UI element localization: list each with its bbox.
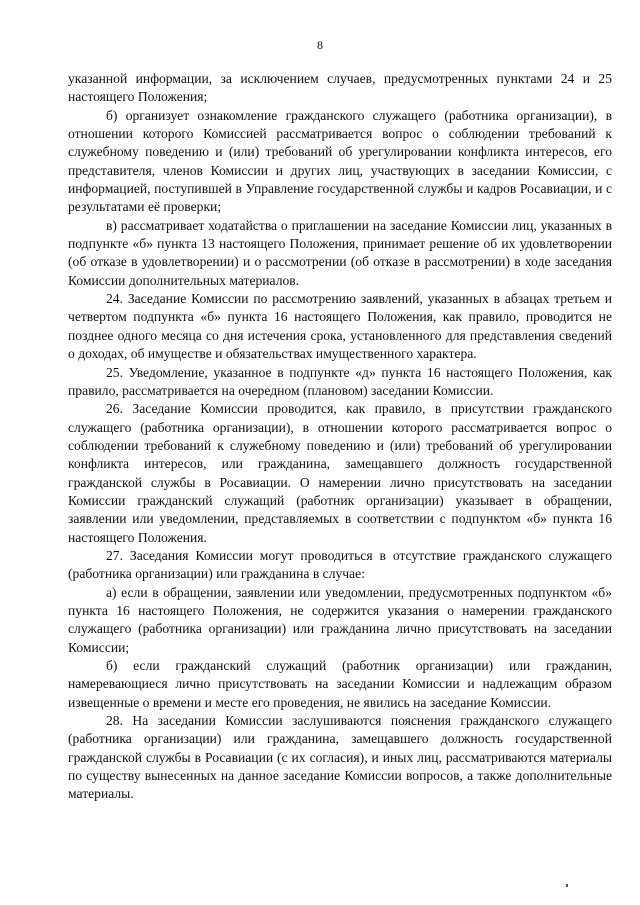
- paragraph-item-24: 24. Заседание Комиссии по рассмотрению заявлений, указанных в абзацах третьем и четвертом подпункта «б» пункта 16 настоящего Положения, как правило, проводится не позднее одного месяца со дня истечения срока, установленного для представления сведений о доходах, об имуществе и обязательствах имущественного характера.: [68, 291, 612, 362]
- paragraph-subitem-v: в) рассматривает ходатайства о приглашении на заседание Комиссии лиц, указанных в подпункте «б» пункта 13 настоящего Положения, принимает решение об их удовлетворении (об отказе в удовлетворении) и о рассмотрении (об отказе в рассмотрении) в ходе заседания Комиссии дополнительных материалов.: [68, 217, 612, 288]
- page-number: 8: [317, 38, 323, 52]
- scan-mark: [566, 884, 568, 887]
- paragraph-item-27: 27. Заседания Комиссии могут проводиться в отсутствие гражданского служащего (работника организации) или гражданина в случае:: [68, 547, 612, 582]
- paragraph-item-26: 26. Заседание Комиссии проводится, как правило, в присутствии гражданского служащего (работника организации), в отношении которого рассматривается вопрос о соблюдении требований к служебному поведению и (или) требований об урегулировании конфликта интересов, или гражданина, замещавшего должность государственной гражданской службы в Росавиации. О намерении лично присутствовать на заседании Комиссии гражданский служащий (работник организации) указывает в обращении, заявлении или уведомлении, представляемых в соответствии с подпунктом «б» пункта 16 настоящего Положения.: [68, 401, 612, 545]
- paragraph-subitem-b: б) организует ознакомление гражданского служащего (работника организации), в отношении которого Комиссией рассматривается вопрос о соблюдении требований к служебному поведению и (или) требований об урегулировании конфликта интересов, его представителя, членов Комиссии и других лиц, участвующих в заседании Комиссии, с информацией, поступившей в Управление государственной службы и кадров Росавиации, и с результатами её проверки;: [68, 107, 612, 215]
- paragraph-subitem-b-2: б) если гражданский служащий (работник организации) или гражданин, намеревающиеся лично присутствовать на заседании Комиссии и надлежащим образом извещенные о времени и месте его проведения, не явились на заседание Комиссии.: [68, 658, 612, 710]
- paragraph-item-25: 25. Уведомление, указанное в подпункте «д» пункта 16 настоящего Положения, как правило, рассматривается на очередном (плановом) заседании Комиссии.: [68, 364, 612, 398]
- paragraph-subitem-a: а) если в обращении, заявлении или уведомлении, предусмотренных подпунктом «б» пункта 16 настоящего Положения, не содержится указания о намерении гражданского служащего (работника организации) или гражданина лично присутствовать на заседании Комиссии;: [68, 584, 612, 655]
- document-body: [68, 70, 612, 804]
- paragraph-continuation: указанной информации, за исключением случаев, предусмотренных пунктами 24 и 25 настоящего Положения;: [68, 71, 612, 105]
- paragraph-item-28: 28. На заседании Комиссии заслушиваются пояснения гражданского служащего (работника организации) или гражданина, замещавшего должность государственной гражданской службы в Росавиации (с их согласия), и иных лиц, рассматриваются материалы по существу вынесенных на данное заседание Комиссии вопросов, а также дополнительные материалы.: [68, 713, 612, 802]
